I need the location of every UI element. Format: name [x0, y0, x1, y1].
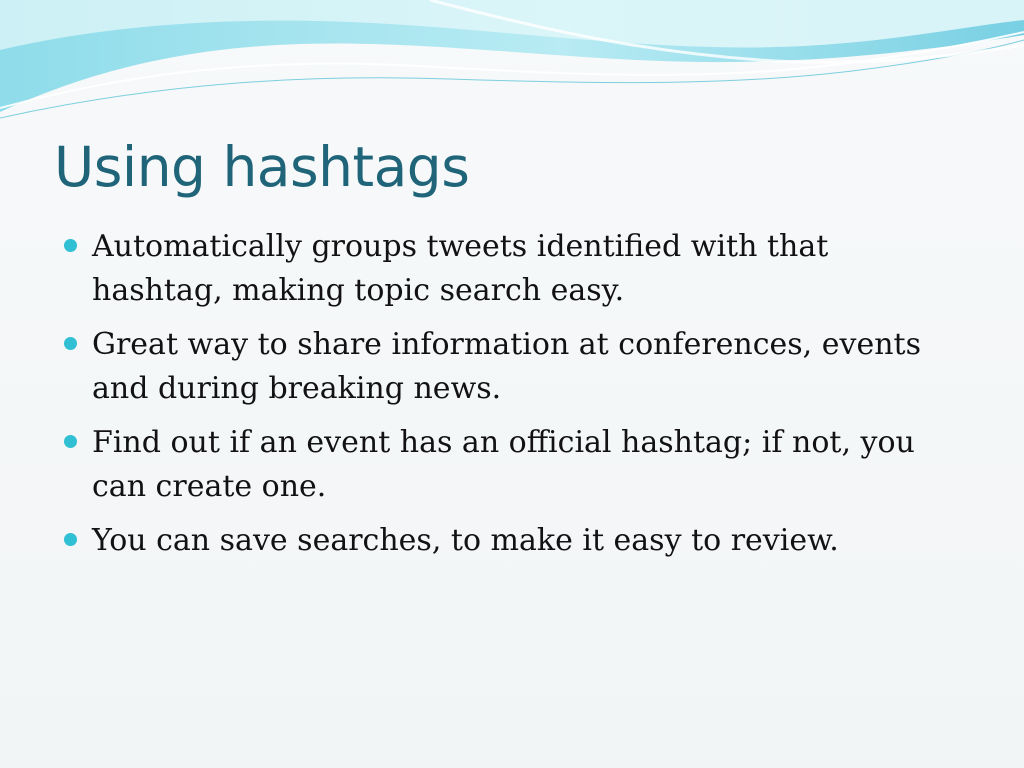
bullet-text: You can save searches, to make it easy to review.: [92, 523, 839, 558]
bullet-list: [62, 225, 962, 573]
bullet-item-save-searches: [62, 519, 962, 563]
bullet-text: Great way to share information at conferences, events and during breaking news.: [92, 327, 921, 406]
round-bullet-icon: [64, 435, 77, 448]
slide-title: Using hashtags: [54, 135, 470, 199]
bullet-item-official-hashtag: [62, 421, 962, 509]
round-bullet-icon: [64, 533, 77, 546]
decorative-wave-banner: [0, 0, 1024, 130]
bullet-item-grouping: [62, 225, 962, 313]
bullet-item-sharing: [62, 323, 962, 411]
bullet-text: Automatically groups tweets identified with that hashtag, making topic search easy.: [92, 229, 829, 308]
bullet-text: Find out if an event has an official hashtag; if not, you can create one.: [92, 425, 915, 504]
round-bullet-icon: [64, 239, 77, 252]
round-bullet-icon: [64, 337, 77, 350]
